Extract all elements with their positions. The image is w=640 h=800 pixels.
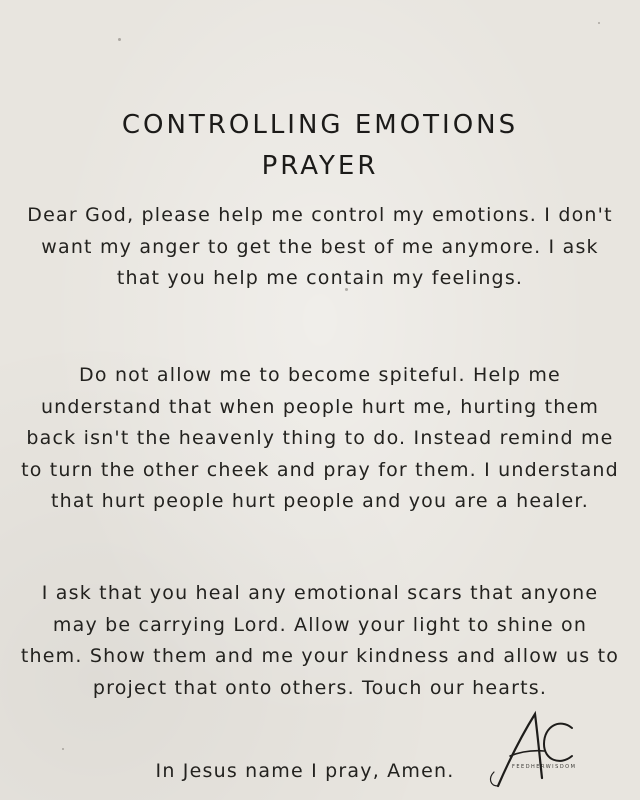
paper-speck	[62, 748, 64, 750]
prayer-title-line-2: PRAYER	[261, 151, 379, 181]
logo-tagline: FEEDHERWISDOM	[512, 764, 577, 770]
paper-speck	[118, 38, 121, 41]
ac-monogram-logo	[480, 708, 610, 788]
prayer-paragraph-3: I ask that you heal any emotional scars that anyone may be carrying Lord. Allow your light to shine on them. Show them and me your kindness and allow us to project that onto others. Touch our hearts.	[20, 582, 620, 699]
prayer-paragraph-1: Dear God, please help me control my emotions. I don't want my anger to get the best of me anymore. I ask that you help me contain my feelings.	[27, 204, 613, 289]
prayer-title-line-1: CONTROLLING EMOTIONS	[121, 110, 519, 140]
paper-speck	[598, 22, 600, 24]
prayer-closing: In Jesus name I pray, Amen.	[155, 760, 455, 782]
prayer-paragraph-2: Do not allow me to become spiteful. Help me understand that when people hurt me, hurting them back isn't the heavenly thing to do. Instead remind me to turn the other cheek and pray for them. I understand that hurt people hurt people and you are a healer.	[21, 364, 619, 512]
